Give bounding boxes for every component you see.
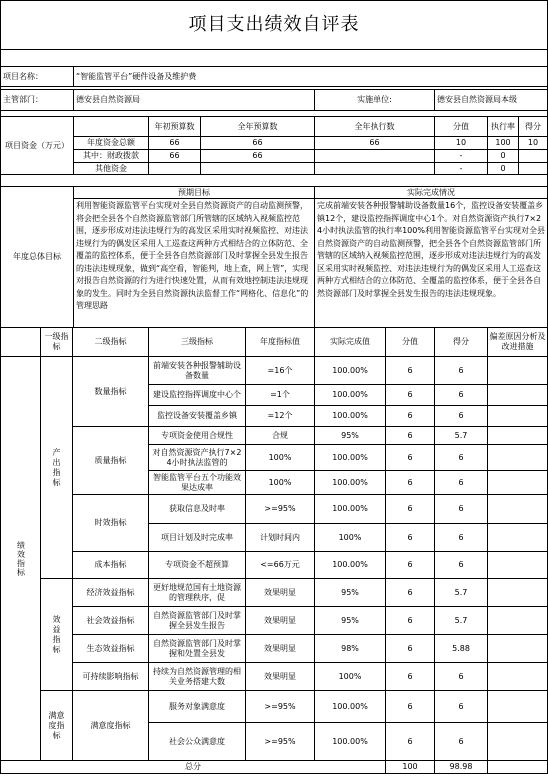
indicator-name: 社会公众满意度: [148, 722, 246, 761]
indicator-name: 自然资源监管部门及时掌握全县发生报告: [148, 606, 246, 635]
perf-indicator-label: 绩效指标: [0, 356, 41, 761]
indicator-got: 6: [434, 470, 488, 495]
project-name-value: “智能监管平台”硬件设备及维护费: [73, 66, 548, 87]
header-level3: 三级指标: [148, 327, 246, 357]
dept-value: 德安县自然资源局: [73, 89, 315, 111]
funds-row-score: 10: [434, 136, 488, 150]
indicator-analysis: [487, 384, 548, 406]
indicator-analysis: [487, 690, 548, 723]
funds-row-rate: 100: [487, 136, 519, 150]
indicator-got: 5.88: [434, 634, 488, 663]
cost-indicator-label: 成本指标: [72, 551, 149, 579]
indicator-score: 6: [385, 494, 435, 524]
indicator-actual: 100.00%: [314, 494, 386, 524]
indicator-got: 6: [434, 722, 488, 761]
indicator-actual: 100.00%: [314, 356, 386, 385]
quantity-indicator-label: 数量指标: [72, 356, 149, 427]
funds-header-got: 得分: [518, 116, 548, 137]
page-title: 项目支出绩效自评表: [0, 0, 548, 50]
funds-row-annual: 66: [200, 136, 315, 150]
indicator-score: 6: [385, 690, 435, 723]
indicator-target: 效果明显: [245, 662, 315, 691]
sustain-indicator-label: 可持续影响指标: [72, 662, 149, 691]
total-label: 总分: [0, 760, 386, 774]
header-score: 分值: [385, 327, 435, 357]
funds-header-init: 年初预算数: [148, 116, 201, 137]
expected-goal-header: 预期目标: [73, 186, 315, 199]
actual-result-text: 完成前端安装各种报警辅助设备数量16个，监控设备安装覆盖乡镇12个，建设监控指挥调度中心1个。对自然资源资产执行7×24小时执法监管的执行率100%利用智能资源监管平台实现对全县自然资源资产的自动监测预警，把全县各个自然资源监管部门所管辖的区域纳入视频监控范围，逐步形成对违法违规行为的高发区采用实时视频监控、对违法违规行为的偶发区采用人工巡查这两种方式相结合的立体防范、全覆盖的监控体系，便于全县各自然资源部门及时掌握全县发生报告的违法违规现象。: [314, 198, 548, 328]
funds-row-name: 年度资金总额: [73, 136, 149, 150]
indicator-name: 服务对象满意度: [148, 690, 246, 723]
header-level1: 一级指标: [40, 327, 73, 357]
indicator-name: 前端安装各种报警辅助设备数量: [148, 356, 246, 385]
indicator-name: 自然资源监管部门及时掌握和处置全县发: [148, 634, 246, 663]
indicator-target: >=95%: [245, 494, 315, 524]
indicator-name: 更好地规范国有土地资源的管理秩序，促: [148, 578, 246, 607]
funds-row-got: [518, 149, 548, 163]
indicator-got: 6: [434, 662, 488, 691]
indicator-analysis: [487, 606, 548, 635]
economic-indicator-label: 经济效益指标: [72, 578, 149, 607]
indicator-name: 项目计划及时完成率: [148, 523, 246, 552]
benefit-indicator-label: 效益指标: [40, 578, 73, 691]
indicator-actual: 100.00%: [314, 384, 386, 406]
total-score: 100: [385, 760, 435, 774]
funds-row-got: 10: [518, 136, 548, 150]
indicator-got: 6: [434, 405, 488, 427]
indicator-actual: 100.00%: [314, 690, 386, 723]
perf-blank-header: [0, 327, 41, 357]
total-blank: [487, 760, 548, 774]
impl-label: 实施单位:: [314, 89, 435, 111]
indicator-actual: 95%: [314, 606, 386, 635]
header-got: 得分: [434, 327, 488, 357]
indicator-actual: 100.00%: [314, 551, 386, 579]
indicator-got: 6: [434, 551, 488, 579]
indicator-actual: 95%: [314, 578, 386, 607]
funds-row-rate: 0: [487, 162, 519, 175]
impl-value: 德安县自然资源局本级: [434, 89, 548, 111]
funds-row-rate: 0: [487, 149, 519, 163]
indicator-target: >=95%: [245, 722, 315, 761]
indicator-got: 6: [434, 523, 488, 552]
funds-row-init: 66: [148, 149, 201, 163]
project-name-label: 项目名称：: [0, 66, 74, 87]
indicator-analysis: [487, 722, 548, 761]
funds-row-exec: 66: [314, 136, 435, 150]
indicator-score: 6: [385, 523, 435, 552]
indicator-score: 6: [385, 606, 435, 635]
indicator-score: 6: [385, 384, 435, 406]
indicator-got: 6: [434, 690, 488, 723]
indicator-got: 6: [434, 444, 488, 471]
indicator-got: 6: [434, 384, 488, 406]
indicator-name: 对自然资源资产执行7×24小时执法监管的: [148, 444, 246, 471]
indicator-analysis: [487, 444, 548, 471]
funds-row-score: -: [434, 149, 488, 163]
funds-row-score: -: [434, 162, 488, 175]
indicator-target: 效果明显: [245, 578, 315, 607]
funds-row-name: 其他资金: [73, 162, 149, 175]
indicator-score: 6: [385, 356, 435, 385]
funds-row-init: 66: [148, 136, 201, 150]
indicator-actual: 100.00%: [314, 444, 386, 471]
indicator-got: 5.7: [434, 426, 488, 445]
indicator-score: 6: [385, 444, 435, 471]
funds-header-exec: 全年执行数: [314, 116, 435, 137]
indicator-score: 6: [385, 426, 435, 445]
eco-indicator-label: 生态效益指标: [72, 634, 149, 663]
indicator-actual: 100.00%: [314, 470, 386, 495]
indicator-analysis: [487, 356, 548, 385]
indicator-score: 6: [385, 470, 435, 495]
indicator-score: 6: [385, 551, 435, 579]
indicator-target: =16个: [245, 356, 315, 385]
funds-row-name: 其中：财政拨款: [73, 149, 149, 163]
funds-header-blank: [73, 116, 149, 137]
satisfaction-indicator-label: 满意度指标: [40, 690, 73, 761]
goals-label: 年度总体目标: [0, 186, 74, 328]
actual-result-header: 实际完成情况: [314, 186, 548, 199]
indicator-analysis: [487, 634, 548, 663]
quality-indicator-label: 质量指标: [72, 426, 149, 495]
indicator-analysis: [487, 523, 548, 552]
indicator-analysis: [487, 494, 548, 524]
indicator-got: 6: [434, 494, 488, 524]
indicator-target: 计划时间内: [245, 523, 315, 552]
funds-header-rate: 执行率: [487, 116, 519, 137]
indicator-analysis: [487, 551, 548, 579]
indicator-analysis: [487, 578, 548, 607]
indicator-name: 持续为自然资源管理的相关业务搭建大数: [148, 662, 246, 691]
indicator-actual: 100.00%: [314, 405, 386, 427]
timeliness-indicator-label: 时效指标: [72, 494, 149, 552]
indicator-actual: 100%: [314, 662, 386, 691]
indicator-name: 智能监管平台五个功能效果达成率: [148, 470, 246, 495]
indicator-actual: 100%: [314, 523, 386, 552]
indicator-analysis: [487, 470, 548, 495]
funds-label: 项目资金（万元）: [0, 116, 74, 175]
header-actual: 实际完成值: [314, 327, 386, 357]
indicator-target: 100%: [245, 470, 315, 495]
funds-row-exec: [314, 149, 435, 163]
indicator-actual: 100.00%: [314, 722, 386, 761]
indicator-got: 6: [434, 356, 488, 385]
indicator-target: 100%: [245, 444, 315, 471]
indicator-got: 5.7: [434, 578, 488, 607]
indicator-actual: 95%: [314, 426, 386, 445]
funds-header-annual: 全年预算数: [200, 116, 315, 137]
indicator-target: =12个: [245, 405, 315, 427]
indicator-score: 6: [385, 722, 435, 761]
funds-row-annual: 66: [200, 149, 315, 163]
spacer-row: [0, 49, 548, 67]
indicator-name: 监控设备安装覆盖乡镇: [148, 405, 246, 427]
indicator-target: =1个: [245, 384, 315, 406]
indicator-target: <=66万元: [245, 551, 315, 579]
social-indicator-label: 社会效益指标: [72, 606, 149, 635]
indicator-actual: 98%: [314, 634, 386, 663]
indicator-got: 5.7: [434, 606, 488, 635]
indicator-score: 6: [385, 662, 435, 691]
indicator-score: 6: [385, 634, 435, 663]
indicator-name: 建设监控指挥调度中心个: [148, 384, 246, 406]
header-analysis: 偏差原因分析及改进措施: [487, 327, 548, 357]
dept-label: 主管部门：: [0, 89, 74, 111]
indicator-name: 专项资金不超预算: [148, 551, 246, 579]
indicator-name: 专项资金使用合规性: [148, 426, 246, 445]
header-target: 年度指标值: [245, 327, 315, 357]
indicator-name: 获取信息及时率: [148, 494, 246, 524]
indicator-target: 效果明显: [245, 634, 315, 663]
indicator-target: >=95%: [245, 690, 315, 723]
total-got: 98.98: [434, 760, 488, 774]
indicator-analysis: [487, 662, 548, 691]
indicator-analysis: [487, 426, 548, 445]
expected-goal-text: 利用智能资源监管平台实现对全县自然资源资产的自动监测预警，将会把全县各个自然资源监管部门所管辖的区域纳入视频监控范围，逐步形成对违法违规行为的高发区采用实时视频监控、对违法违规行为的偶发区采用人工巡查这两种方式相结合的立体防范、全覆盖的监控体系，便于全县各自然资源部门及时掌握全县发生报告的违法违规现象，做到“高空看，智能判，地上查，网上管”，实现对报告自然资源的行为进行快速处置，从而有效地控制违法违规现象的发生。同时为全县自然资源执法监督工作“网格化、信息化”的管理思路: [73, 198, 315, 328]
satis-indicator-label: 满意度指标: [72, 690, 149, 761]
funds-header-score: 分值: [434, 116, 488, 137]
indicator-target: 效果明显: [245, 606, 315, 635]
indicator-analysis: [487, 405, 548, 427]
indicator-target: 合规: [245, 426, 315, 445]
indicator-score: 6: [385, 405, 435, 427]
indicator-score: 6: [385, 578, 435, 607]
output-indicator-label: 产出指标: [40, 356, 73, 579]
header-level2: 二级指标: [72, 327, 149, 357]
